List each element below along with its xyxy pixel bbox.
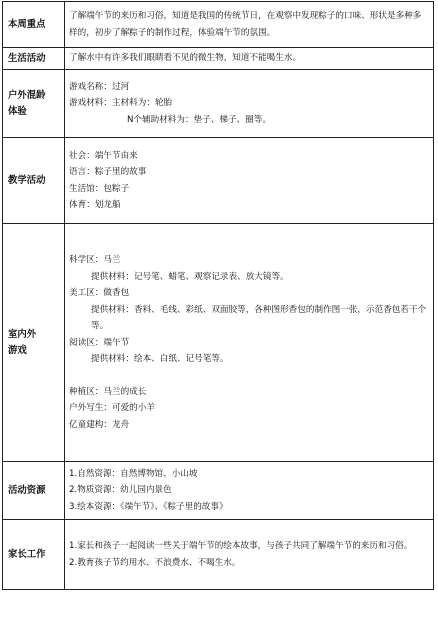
row-content-indoor-outdoor-games (65, 224, 434, 462)
row-content-daily-life (65, 48, 434, 70)
daily-life-text: 了解水中有许多我们眼睛看不见的微生物，知道不能喝生水。 (69, 53, 302, 64)
outdoor-main-materials: 游戏材料：主材料为：轮胎 (69, 98, 173, 109)
row-header-parent-work: 家长工作 (3, 520, 65, 590)
row-content-activity-resources (65, 462, 434, 520)
spacer (69, 368, 429, 384)
row-content-teaching (65, 138, 434, 224)
row-indoor-outdoor-games (3, 224, 434, 462)
row-parent-work (3, 520, 434, 590)
art-area: 美工区：做香包 (69, 288, 130, 298)
row-header-daily-life: 生活活动 (3, 48, 65, 70)
row-content-weekly-focus (65, 2, 434, 48)
art-materials: 提供材料：香料、毛线、彩纸、双面胶等，各种图形香包的制作图一张，示范香包若干个等。 (91, 304, 427, 331)
reading-materials: 提供材料：绘本、白纸、记号笔等。 (91, 354, 229, 364)
teaching-item: 生活馆：包粽子 (69, 183, 130, 194)
row-content-parent-work (65, 520, 434, 590)
science-materials: 提供材料：记号笔、蜡笔、观察记录表、放大镜等。 (91, 271, 289, 282)
row-header-outdoor-play (3, 70, 65, 138)
teaching-item: 社会：端午节由来 (69, 150, 138, 161)
row-daily-life (3, 48, 434, 70)
row-outdoor-play (3, 70, 434, 138)
parent-work-item: 2.教育孩子节约用水、不浪费水、不喝生水。 (69, 557, 241, 568)
teaching-item: 语言：粽子里的故事 (69, 167, 147, 177)
outdoor-aux-materials: N个辅助材料为：垫子、梯子、圈等。 (127, 114, 271, 125)
weekly-focus-text: 了解端午节的来历和习俗，知道是我国的传统节日，在观察中发现粽子的口味、形状是多种多样的，初步了解粽子的制作过程，体验端午节的氛围。 (69, 11, 422, 38)
resource-item: 1.自然资源：自然博物馆、小山坡 (69, 468, 198, 479)
planting-area: 种植区：马兰的成长 (69, 386, 147, 397)
row-header-weekly-focus: 本周重点 (3, 2, 65, 48)
teaching-item: 体育：划龙船 (69, 200, 121, 210)
outdoor-play-header-line-1: 户外混龄 (8, 89, 46, 101)
science-area: 科学区：马兰 (69, 255, 121, 265)
reading-area: 阅读区：端午节 (69, 337, 130, 348)
outdoor-sketching: 户外写生：可爱的小羊 (69, 403, 155, 413)
row-weekly-focus (3, 2, 434, 48)
resource-item: 2.物质资源：幼儿园内景色 (69, 485, 172, 496)
parent-work-item: 1.家长和孩子一起阅读一些关于端午节的绘本故事，与孩子共同了解端午节的来历和习俗。 (69, 541, 413, 551)
games-header-line-2: 游戏 (8, 344, 27, 356)
row-header-teaching: 教学活动 (3, 138, 65, 224)
row-teaching (3, 138, 434, 224)
row-header-activity-resources: 活动资源 (3, 462, 65, 520)
outdoor-play-header-line-2: 体验 (8, 105, 27, 117)
resource-item: 3.绘本资源：《端午节》、《粽子里的故事》 (69, 501, 228, 512)
outdoor-game-name: 游戏名称：过河 (69, 81, 130, 92)
row-activity-resources (3, 462, 434, 520)
row-header-indoor-outdoor-games (3, 224, 65, 462)
construction-area: 亿童建构：龙舟 (69, 419, 130, 430)
row-content-outdoor-play (65, 70, 434, 138)
games-header-line-1: 室内外 (8, 328, 37, 340)
weekly-plan-table (2, 1, 434, 590)
